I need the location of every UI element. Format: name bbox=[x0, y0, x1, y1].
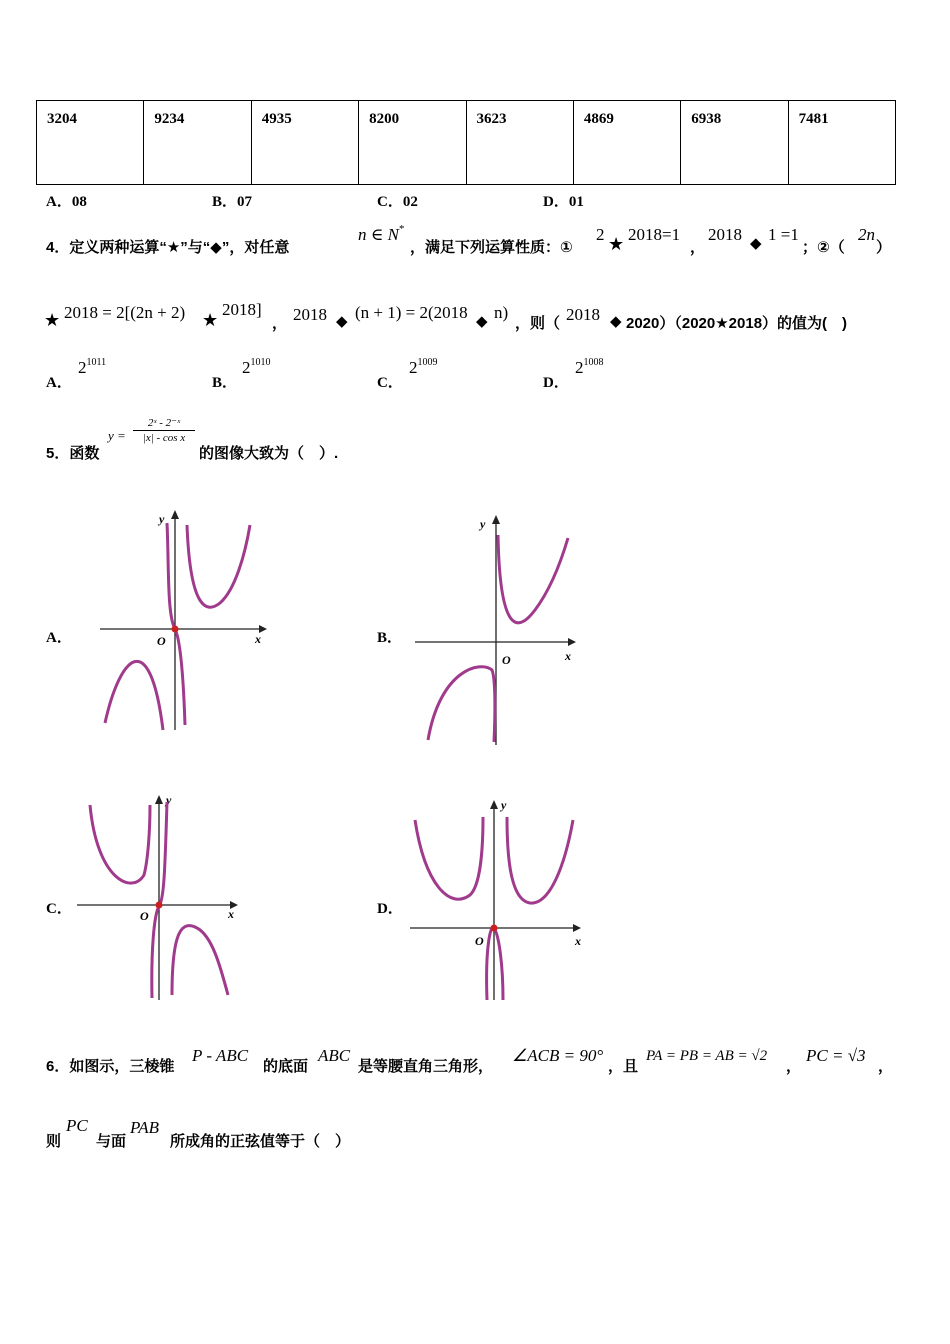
table-cell: 8200 bbox=[359, 101, 466, 185]
curve-middle bbox=[487, 927, 503, 1000]
curve-right bbox=[507, 817, 573, 903]
q3-option-c[interactable]: C．02 bbox=[377, 194, 418, 210]
q5-option-b[interactable]: B． bbox=[377, 630, 403, 646]
random-number-table bbox=[36, 100, 896, 185]
q5-graph-b bbox=[410, 510, 590, 750]
q3-option-a[interactable]: A．08 bbox=[46, 194, 87, 210]
q4-option-a[interactable]: A． bbox=[46, 375, 72, 391]
q6-text-4: ， bbox=[786, 1058, 802, 1075]
q4-text-2: ；②（ bbox=[802, 239, 845, 256]
origin-label: O bbox=[475, 934, 484, 948]
diamond-symbol: ◆ bbox=[476, 314, 488, 330]
diamond-symbol: ◆ bbox=[610, 314, 622, 330]
q4-prop2-c: 2018] bbox=[222, 300, 262, 319]
q4-prop1-b: 2018=1 bbox=[628, 225, 681, 244]
q4-prop2-f: n) bbox=[494, 303, 509, 322]
table-cell: 6938 bbox=[681, 101, 788, 185]
y-label: y bbox=[166, 793, 172, 807]
curve-left bbox=[105, 661, 163, 730]
curve-right bbox=[498, 535, 568, 623]
y-axis-arrow bbox=[171, 510, 179, 519]
q6-angle: ∠ACB = 90° bbox=[512, 1046, 604, 1065]
diamond-symbol: ◆ bbox=[750, 236, 762, 252]
q4-text-1: ，满足下列运算性质：① bbox=[410, 239, 573, 256]
table-cell: 3623 bbox=[466, 101, 573, 185]
q5-graph-d bbox=[405, 795, 590, 1005]
curve-left bbox=[90, 805, 150, 883]
q4-lead: 4．定义两种运算“★”与“◆”，对任意 bbox=[46, 239, 290, 256]
q4-comma: ， bbox=[272, 315, 288, 332]
x-label: x bbox=[575, 934, 581, 948]
table-cell: 7481 bbox=[788, 101, 895, 185]
q4-prop3-a: 2018 bbox=[566, 305, 600, 324]
y-label: y bbox=[501, 798, 507, 812]
q6-lead: 6．如图示，三棱锥 bbox=[46, 1058, 175, 1075]
x-label: x bbox=[565, 649, 571, 663]
x-axis-arrow bbox=[568, 638, 576, 646]
q4-prop2-b: 2018 = 2[(2n + 2) bbox=[64, 303, 186, 322]
table-cell: 3204 bbox=[37, 101, 144, 185]
y-axis-arrow bbox=[155, 795, 163, 804]
table-cell: 9234 bbox=[144, 101, 251, 185]
diamond-symbol: ◆ bbox=[336, 314, 348, 330]
q5-graph-c bbox=[72, 790, 252, 1005]
origin-point bbox=[491, 925, 498, 932]
curve-left bbox=[415, 817, 483, 899]
q4-close-paren: ） bbox=[876, 239, 892, 256]
y-axis-arrow bbox=[492, 515, 500, 524]
q5-denominator: |x| - cos x bbox=[142, 432, 186, 444]
q5-y-eq: y = bbox=[108, 428, 126, 443]
q5-option-a[interactable]: A． bbox=[46, 630, 72, 646]
q4-option-b-value: $2^{1010}$ bbox=[242, 357, 271, 377]
curve-middle bbox=[167, 523, 185, 725]
q6-pabc: P - ABC bbox=[192, 1046, 249, 1065]
q6-text-2: 是等腰直角三角形， bbox=[358, 1058, 494, 1075]
q5-fraction bbox=[133, 416, 195, 444]
q6-text-6: 则 bbox=[46, 1133, 62, 1150]
q6-text-8: 所成角的正弦值等于（ ） bbox=[170, 1133, 351, 1150]
q4-option-b[interactable]: B． bbox=[212, 375, 238, 391]
table-cell: 4869 bbox=[573, 101, 680, 185]
y-axis-arrow bbox=[490, 800, 498, 809]
q4-prop2-a: 2n bbox=[858, 225, 875, 244]
q6-text-3: ，且 bbox=[608, 1058, 639, 1075]
q4-option-c-value: $2^{1009}$ bbox=[409, 357, 438, 377]
origin-point bbox=[172, 626, 179, 633]
q5-tail: 的图像大致为（ ）. bbox=[199, 445, 339, 462]
q5-numerator: 2ˣ - 2⁻ˣ bbox=[133, 416, 195, 431]
q4-prop2-e: (n + 1) = 2(2018 bbox=[355, 303, 468, 322]
y-label: y bbox=[159, 512, 165, 526]
curve-left bbox=[428, 667, 495, 742]
curve-right bbox=[172, 926, 228, 995]
origin-point bbox=[156, 902, 163, 909]
q6-text-1: 的底面 bbox=[263, 1058, 309, 1075]
q4-prop2-d: 2018 bbox=[293, 305, 327, 324]
q6-eq2: PC = √3 bbox=[806, 1046, 866, 1065]
q5-lead: 5．函数 bbox=[46, 445, 100, 462]
curve-right bbox=[187, 525, 250, 607]
q5-option-d[interactable]: D． bbox=[377, 901, 403, 917]
origin-label: O bbox=[502, 653, 511, 667]
q4-prop1-a: 2 bbox=[596, 225, 605, 244]
q4-option-a-value: $2^{1011}$ bbox=[78, 357, 107, 377]
star-symbol: ★ bbox=[608, 234, 625, 254]
q4-comma: ， bbox=[690, 239, 706, 256]
q4-condition: n ∈ N* bbox=[358, 223, 405, 244]
q6-eq1: PA = PB = AB = √2 bbox=[646, 1048, 768, 1064]
q4-text-3: ，则（ bbox=[515, 315, 561, 332]
q4-prop1-d: 1 =1 bbox=[768, 225, 799, 244]
q6-text-7: 与面 bbox=[96, 1133, 127, 1150]
q5-option-c[interactable]: C． bbox=[46, 901, 72, 917]
x-axis-arrow bbox=[573, 924, 581, 932]
x-label: x bbox=[255, 632, 261, 646]
q4-option-d[interactable]: D． bbox=[543, 375, 569, 391]
q3-option-d[interactable]: D．01 bbox=[543, 194, 584, 210]
q6-text-5: ， bbox=[878, 1058, 894, 1075]
q4-prop1-c: 2018 bbox=[708, 225, 742, 244]
x-label: x bbox=[228, 907, 234, 921]
q4-text-4: 2020）（2020★2018）的值为( ) bbox=[626, 315, 848, 332]
q6-pc: PC bbox=[66, 1116, 88, 1135]
q4-option-c[interactable]: C． bbox=[377, 375, 403, 391]
star-symbol: ★ bbox=[202, 310, 219, 330]
star-symbol: ★ bbox=[44, 310, 61, 330]
origin-label: O bbox=[157, 634, 166, 648]
q5-graph-a bbox=[95, 505, 275, 735]
q3-option-b[interactable]: B．07 bbox=[212, 194, 253, 210]
q4-option-d-value: $2^{1008}$ bbox=[575, 357, 604, 377]
q6-pab: PAB bbox=[130, 1118, 159, 1137]
y-label: y bbox=[480, 517, 486, 531]
q6-abc: ABC bbox=[318, 1046, 351, 1065]
table-cell: 4935 bbox=[251, 101, 358, 185]
origin-label: O bbox=[140, 909, 149, 923]
